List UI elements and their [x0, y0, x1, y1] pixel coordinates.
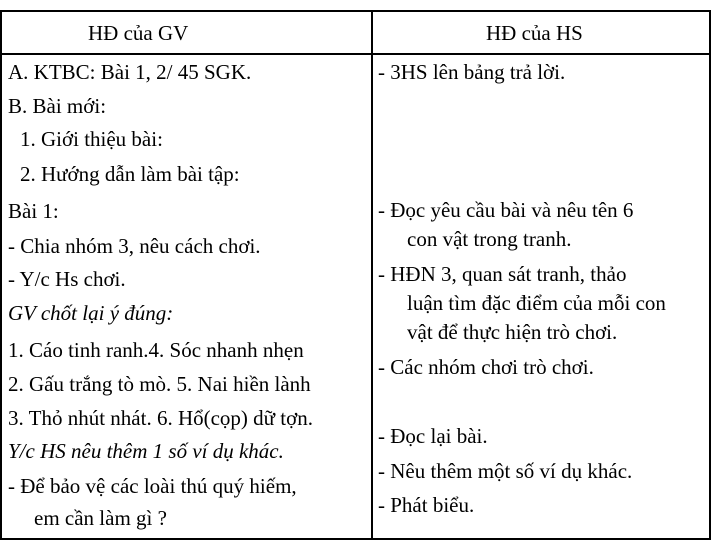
student-line: - Phát biểu.: [378, 493, 475, 517]
teacher-line: 1. Giới thiệu bài:: [20, 127, 163, 151]
teacher-column-header: HĐ của GV: [88, 21, 189, 45]
teacher-line: 1. Cáo tinh ranh.4. Sóc nhanh nhẹn: [8, 338, 304, 362]
student-line: - Nêu thêm một số ví dụ khác.: [378, 459, 633, 483]
teacher-line: B. Bài mới:: [8, 94, 107, 118]
teacher-line: - Để bảo vệ các loài thú quý hiếm,: [8, 474, 297, 498]
student-line: - Đọc yêu cầu bài và nêu tên 6: [378, 198, 634, 222]
student-line: vật để thực hiện trò chơi.: [407, 320, 618, 344]
teacher-line: Y/c HS nêu thêm 1 số ví dụ khác.: [8, 439, 284, 463]
teacher-line: 2. Hướng dẫn làm bài tập:: [20, 162, 240, 186]
header-divider: [2, 53, 709, 55]
teacher-line: A. KTBC: Bài 1, 2/ 45 SGK.: [8, 60, 252, 84]
teacher-line: Bài 1:: [8, 199, 59, 223]
teacher-line: - Y/c Hs chơi.: [8, 267, 126, 291]
student-column-header: HĐ của HS: [486, 21, 583, 45]
student-line: - 3HS lên bảng trả lời.: [378, 60, 566, 84]
activity-table: [0, 10, 711, 540]
student-line: - Đọc lại bài.: [378, 424, 488, 448]
column-divider: [371, 12, 373, 538]
teacher-line: 3. Thỏ nhút nhát. 6. Hổ(cọp) dữ tợn.: [8, 406, 313, 430]
teacher-line: - Chia nhóm 3, nêu cách chơi.: [8, 234, 261, 258]
student-line: - HĐN 3, quan sát tranh, thảo: [378, 262, 627, 286]
teacher-line: GV chốt lại ý đúng:: [8, 301, 174, 325]
student-line: luận tìm đặc điểm của mỗi con: [407, 291, 666, 315]
student-line: con vật trong tranh.: [407, 227, 572, 251]
teacher-line: 2. Gấu trắng tò mò. 5. Nai hiền lành: [8, 372, 311, 396]
teacher-line: em cần làm gì ?: [34, 506, 167, 530]
student-line: - Các nhóm chơi trò chơi.: [378, 355, 594, 379]
